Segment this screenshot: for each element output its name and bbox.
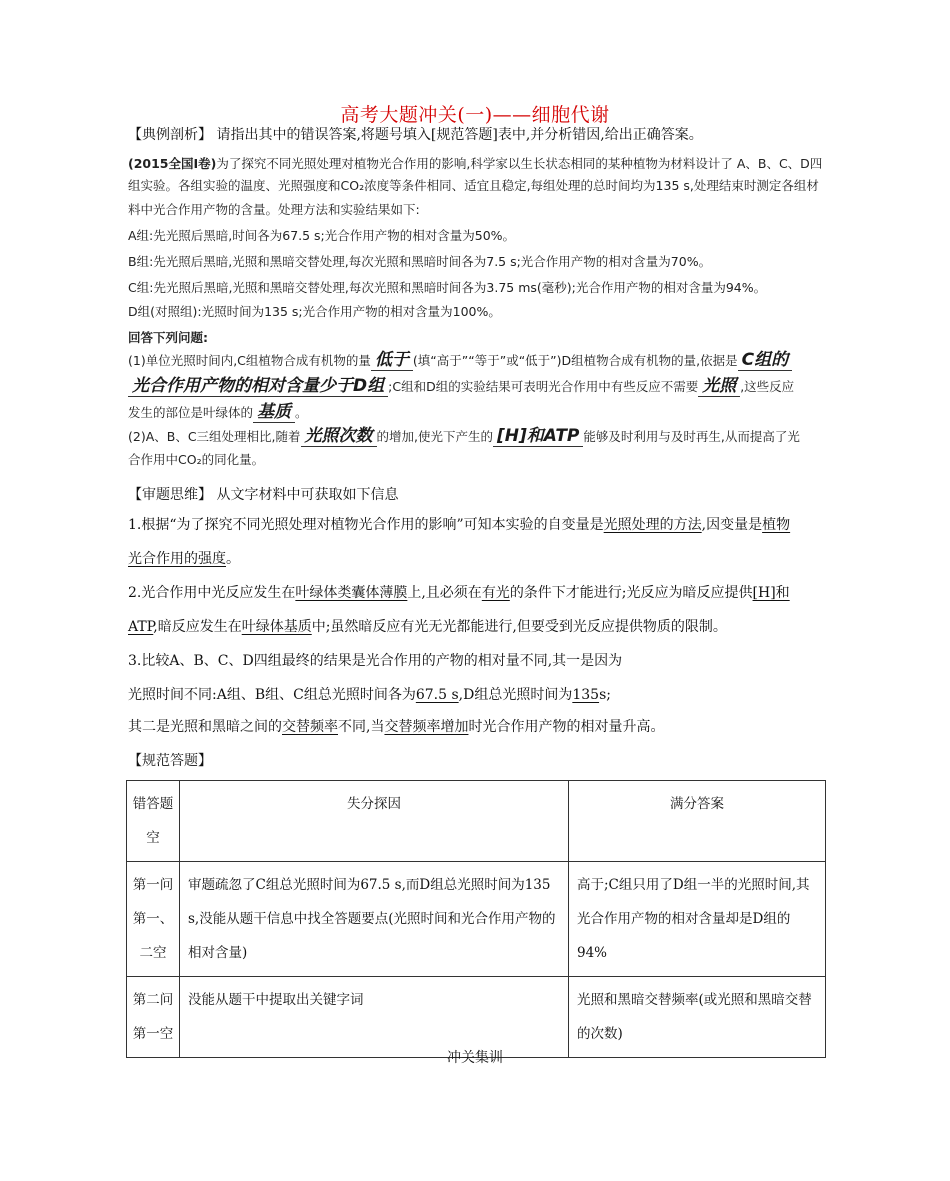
underlined-text: 叶绿体类囊体薄膜 [295, 585, 408, 601]
q1-text-f: 。 [295, 405, 308, 420]
underlined-text: 有光 [481, 585, 510, 601]
q1-text-b: (填“高于”“等于”或“低于”)D组植物合成有机物的量,依据是 [412, 353, 738, 368]
answer-prompt: 回答下列问题: [128, 330, 208, 345]
question-line-1 [128, 154, 822, 174]
underlined-text: 交替频率增加 [384, 719, 469, 735]
q1-text-a: (1)单位光照时间内,C组植物合成有机物的量 [128, 353, 371, 368]
text: 不同,当 [338, 719, 385, 735]
table-cell-slot: 第二问第一空 [127, 977, 180, 1058]
group-c-line: C组:先光照后黑暗,光照和黑暗交替处理,每次光照和黑暗时间各为3.75 ms(毫秒);光合作用产物的相对含量为94%。 [128, 280, 767, 295]
intro-text: 请指出其中的错误答案,将题号填入[规范答题]表中,并分析错因,给出正确答案。 [216, 127, 703, 143]
table-header-cell: 满分答案 [569, 781, 826, 862]
analysis-point-3: 3.比较A、B、C、D四组最终的结果是光合作用的产物的相对量不同,其一是因为 [128, 653, 623, 669]
handwritten-answer: 基质 [253, 402, 295, 423]
text: 。 [226, 551, 240, 567]
handwritten-answer: 光照 [698, 376, 740, 397]
underlined-text: 交替频率 [282, 719, 338, 735]
analysis-point-1-cont [128, 550, 828, 568]
underlined-text: 植物 [762, 517, 791, 533]
table-row [127, 862, 826, 977]
text: 中;虽然暗反应有光无光都能进行,但要受到光反应提供物质的限制。 [311, 619, 727, 635]
underlined-text: 135 [572, 687, 600, 703]
text: ,暗反应发生在 [153, 619, 242, 635]
intro-paragraph [128, 126, 828, 144]
q1-line-3 [128, 402, 308, 423]
text: ,D组总光照时间为 [458, 687, 573, 703]
question-line-2: 组实验。各组实验的温度、光照强度和CO₂浓度等条件相同、适宜且稳定,每组处理的总时间均为135 s,处理结束时测定各组材 [128, 178, 819, 193]
table-cell-answer: 光照和黑暗交替频率(或光照和黑暗交替的次数) [569, 977, 826, 1058]
q2-text-a: (2)A、B、C三组处理相比,随着 [128, 429, 301, 444]
table-cell-answer: 高于;C组只用了D组一半的光照时间,其光合作用产物的相对含量却是D组的94% [569, 862, 826, 977]
text: 光照时间不同:A组、B组、C组总光照时间各为 [128, 687, 416, 703]
text: 的条件下才能进行;光反应为暗反应提供 [509, 585, 753, 601]
text: 2.光合作用中光反应发生在 [128, 585, 296, 601]
text: 1.根据“为了探究不同光照处理对植物光合作用的影响”可知本实验的自变量是 [128, 517, 604, 533]
q1-line-2 [128, 376, 794, 397]
q1-text-d: ,这些反应 [740, 379, 795, 394]
group-a-line: A组:先光照后黑暗,时间各为67.5 s;光合作用产物的相对含量为50%。 [128, 228, 516, 243]
table-row [127, 977, 826, 1058]
q1-text-e: 发生的部位是叶绿体的 [128, 405, 254, 420]
underlined-text: 叶绿体基质 [241, 619, 312, 635]
text: ,因变量是 [701, 517, 763, 533]
answer-table [126, 780, 826, 1058]
question-line-3: 料中光合作用产物的含量。处理方法和实验结果如下: [128, 202, 420, 217]
section-footer-title: 冲关集训 [447, 1050, 503, 1066]
handwritten-answer: [H]和ATP [493, 426, 583, 447]
table-cell-reason: 审题疏忽了C组总光照时间为67.5 s,而D组总光照时间为135 s,没能从题干信息中找全答题要点(光照时间和光合作用产物的相对含量) [180, 862, 569, 977]
handwritten-answer: 光照次数 [301, 426, 377, 447]
intro-label: 【典例剖析】 [128, 127, 212, 143]
analysis-point-5 [128, 718, 828, 736]
table-header-cell: 失分探因 [180, 781, 569, 862]
handwritten-answer: 光合作用产物的相对含量少于D组 [128, 376, 388, 397]
analysis-heading [128, 484, 398, 504]
text: s; [599, 687, 611, 703]
analysis-point-1 [128, 516, 828, 534]
page-title: 高考大题冲关(一)——细胞代谢 [340, 104, 610, 126]
q2-text-c: 能够及时利用与及时再生,从而提高了光 [583, 429, 800, 444]
analysis-text: 从文字材料中可获取如下信息 [216, 487, 399, 503]
underlined-text: 光照处理的方法 [603, 517, 702, 533]
q2-text-b: 的增加,使光下产生的 [376, 429, 494, 444]
question-source: (2015全国Ⅰ卷) [128, 156, 217, 171]
answer-section-heading: 【规范答题】 [128, 753, 212, 769]
q1-line-1 [128, 350, 792, 371]
text: 上,且必须在 [407, 585, 482, 601]
text: 时光合作用产物的相对量升高。 [468, 719, 665, 735]
handwritten-answer: 低于 [371, 350, 413, 371]
analysis-label: 【审题思维】 [128, 487, 212, 503]
underlined-text: 光合作用的强度 [128, 551, 226, 567]
q2-line-2: 合作用中CO₂的同化量。 [128, 452, 265, 467]
group-b-line: B组:先光照后黑暗,光照和黑暗交替处理,每次光照和黑暗时间各为7.5 s;光合作用产物的相对含量为70%。 [128, 254, 712, 269]
underlined-text: ATP [128, 619, 154, 635]
analysis-point-2 [128, 584, 828, 602]
question-text: 为了探究不同光照处理对植物光合作用的影响,科学家以生长状态相同的某种植物为材料设计了 A、B、C、D四 [216, 156, 823, 171]
table-cell-reason: 没能从题干中提取出关键字词 [180, 977, 569, 1058]
table-cell-slot: 第一问第一、二空 [127, 862, 180, 977]
text: 其二是光照和黑暗之间的 [128, 719, 282, 735]
q1-text-c: ;C组和D组的实验结果可表明光合作用中有些反应不需要 [388, 379, 699, 394]
table-header-cell: 错答题空 [127, 781, 180, 862]
analysis-point-4 [128, 686, 828, 704]
table-header-row [127, 781, 826, 862]
underlined-text: 67.5 s [415, 687, 459, 703]
handwritten-answer: C组的 [738, 350, 792, 371]
analysis-point-2-cont [128, 618, 828, 636]
q2-line-1 [128, 426, 800, 447]
group-d-line: D组(对照组):光照时间为135 s;光合作用产物的相对含量为100%。 [128, 304, 501, 319]
underlined-text: [H]和 [752, 585, 790, 601]
